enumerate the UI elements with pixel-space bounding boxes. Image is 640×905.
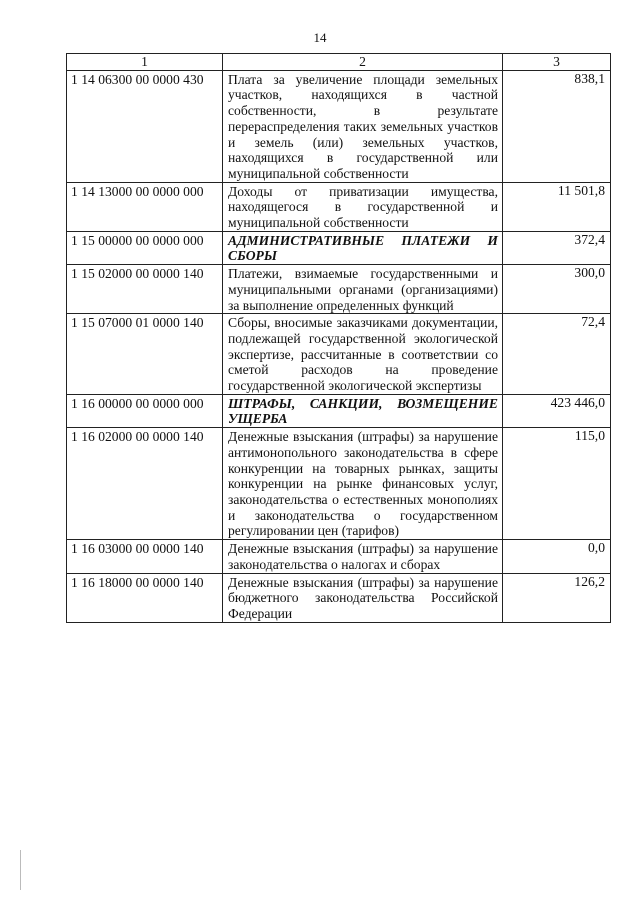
- amount-cell: 372,4: [503, 231, 611, 264]
- description-cell: Денежные взыскания (штрафы) за нарушение законодательства о налогах и сборах: [223, 540, 503, 573]
- table-row: [67, 70, 611, 182]
- table-row: [67, 573, 611, 622]
- margin-mark: [20, 850, 21, 890]
- description-cell: Плата за увеличение площади земельных участков, находящихся в частной собственности, в результате перераспределения таких земельных участков и земель (или) земельных участков, находящихся в государственной или муниципальной собственности: [223, 70, 503, 182]
- description-cell: Платежи, взимаемые государственными и муниципальными органами (организациями) за выполнение определенных функций: [223, 265, 503, 314]
- budget-code-cell: 1 14 06300 00 0000 430: [67, 70, 223, 182]
- budget-code-cell: 1 15 02000 00 0000 140: [67, 265, 223, 314]
- description-cell: ШТРАФЫ, САНКЦИИ, ВОЗМЕЩЕНИЕ УЩЕРБА: [223, 394, 503, 427]
- page-number: 14: [313, 30, 327, 45]
- column-header-2: 2: [223, 54, 503, 71]
- budget-code-cell: 1 16 02000 00 0000 140: [67, 428, 223, 540]
- description-cell: АДМИНИСТРАТИВНЫЕ ПЛАТЕЖИ И СБОРЫ: [223, 231, 503, 264]
- budget-code-cell: 1 15 07000 01 0000 140: [67, 314, 223, 395]
- amount-cell: 838,1: [503, 70, 611, 182]
- amount-cell: 423 446,0: [503, 394, 611, 427]
- table-row: [67, 314, 611, 395]
- amount-cell: 115,0: [503, 428, 611, 540]
- budget-code-cell: 1 16 03000 00 0000 140: [67, 540, 223, 573]
- table-row: [67, 540, 611, 573]
- description-cell: Денежные взыскания (штрафы) за нарушение бюджетного законодательства Российской Федерации: [223, 573, 503, 622]
- table-row: [67, 265, 611, 314]
- amount-cell: 300,0: [503, 265, 611, 314]
- column-header-3: 3: [503, 54, 611, 71]
- budget-code-cell: 1 16 00000 00 0000 000: [67, 394, 223, 427]
- amount-cell: 126,2: [503, 573, 611, 622]
- table-row: [67, 231, 611, 264]
- table-row: [67, 428, 611, 540]
- budget-code-cell: 1 16 18000 00 0000 140: [67, 573, 223, 622]
- table-row: [67, 182, 611, 231]
- column-header-1: 1: [67, 54, 223, 71]
- revenue-table: [66, 53, 611, 623]
- description-cell: Денежные взыскания (штрафы) за нарушение антимонопольного законодательства в сфере конкуренции на товарных рынках, защиты конкуренции на рынке финансовых услуг, законодательства о естественных монополиях и законодательства о государственном регулировании цен (тарифов): [223, 428, 503, 540]
- amount-cell: 72,4: [503, 314, 611, 395]
- amount-cell: 11 501,8: [503, 182, 611, 231]
- budget-code-cell: 1 15 00000 00 0000 000: [67, 231, 223, 264]
- description-cell: Сборы, вносимые заказчиками документации, подлежащей государственной экологической экспертизе, рассчитанные в соответствии со сметой расходов на проведение государственной экологической экспертизы: [223, 314, 503, 395]
- description-cell: Доходы от приватизации имущества, находящегося в государственной и муниципальной собственности: [223, 182, 503, 231]
- budget-code-cell: 1 14 13000 00 0000 000: [67, 182, 223, 231]
- amount-cell: 0,0: [503, 540, 611, 573]
- table-header-row: [67, 54, 611, 71]
- table-row: [67, 394, 611, 427]
